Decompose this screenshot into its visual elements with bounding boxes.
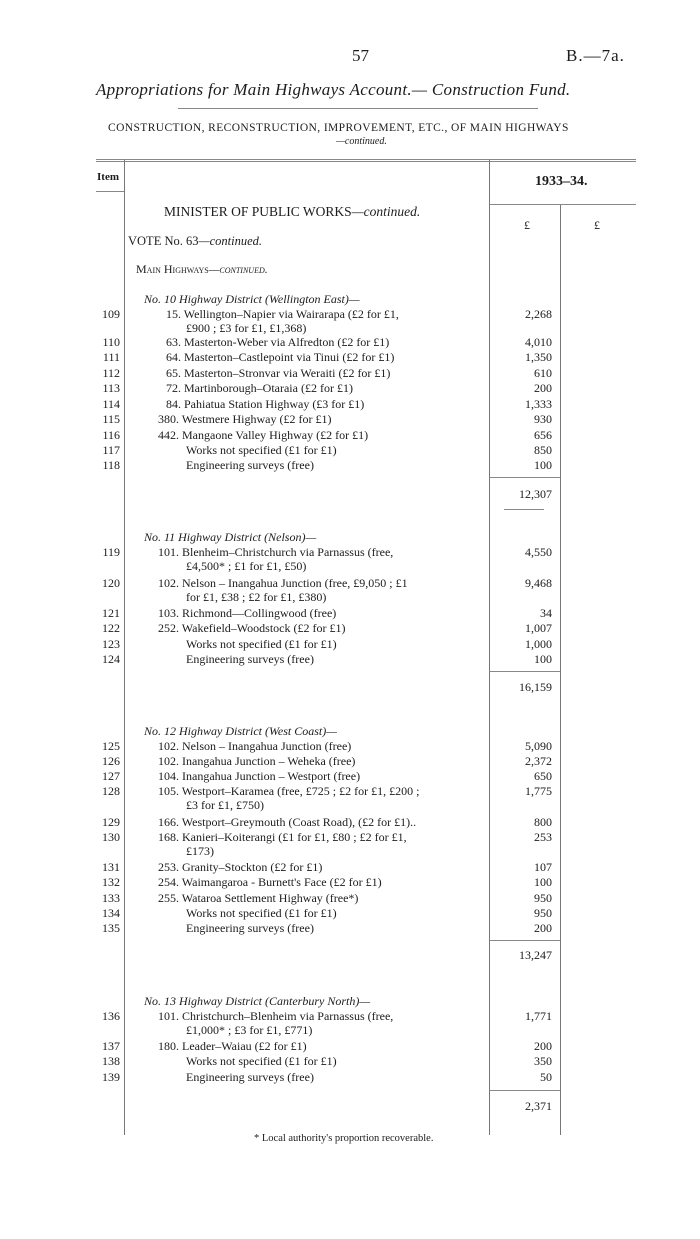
amount: 1,771 [525,1009,552,1023]
subtotal-rule [489,1090,560,1091]
district-heading: No. 12 Highway District (West Coast)— [144,724,337,738]
item-column-divider [124,160,125,1135]
item-number: 132 [102,875,120,889]
amount: 930 [534,412,552,426]
entry-text-cont: £1,000* ; £3 for £1, £771) [186,1023,313,1037]
entry-text: 84. Pahiatua Station Highway (£3 for £1) [166,397,365,411]
entry-text: 101. Blenheim–Christchurch via Parnassus (free, [158,545,394,559]
title-rule [178,108,538,109]
item-number: 124 [102,652,120,666]
item-number: 111 [102,350,120,364]
item-number: 128 [102,784,120,798]
entry-text: 102. Nelson – Inangahua Junction (free) [158,739,352,753]
entry-text: 103. Richmond—Collingwood (free) [158,606,337,620]
entry-text: 380. Westmere Highway (£2 for £1) [158,412,332,426]
amount: 1,350 [525,350,552,364]
entry-text-cont: £900 ; £3 for £1, £1,368) [186,321,307,335]
entry-text: 64. Masterton–Castlepoint via Tinui (£2 for £1) [166,350,395,364]
entry-text: 101. Christchurch–Blenheim via Parnassus (free, [158,1009,394,1023]
amount: 1,775 [525,784,552,798]
entry-text: Engineering surveys (free) [186,921,314,935]
item-number: 136 [102,1009,120,1023]
item-number: 131 [102,860,120,874]
table-top-rule [96,159,636,160]
item-number: 130 [102,830,120,844]
year-header-rule [489,204,636,205]
item-number: 119 [102,545,120,559]
item-number: 117 [102,443,120,457]
amount: 4,550 [525,545,552,559]
amount: 950 [534,891,552,905]
subtotal-rule [489,671,560,672]
district-heading: No. 11 Highway District (Nelson)— [144,530,317,544]
amount: 1,007 [525,621,552,635]
entry-text: 105. Westport–Karamea (free, £725 ; £2 for £1, £200 ; [158,784,420,798]
amount: 34 [540,606,552,620]
footnote: * Local authority's proportion recoverable. [254,1133,434,1144]
amount: 253 [534,830,552,844]
entry-text: Engineering surveys (free) [186,458,314,472]
amount: 4,010 [525,335,552,349]
amount: 9,468 [525,576,552,590]
entry-text: 63. Masterton-Weber via Alfredton (£2 for £1) [166,335,390,349]
amount: 800 [534,815,552,829]
entry-text-cont: £4,500* ; £1 for £1, £50) [186,559,307,573]
entry-text: 15. Wellington–Napier via Wairarapa (£2 for £1, [166,307,399,321]
entry-text: Works not specified (£1 for £1) [186,637,337,651]
entry-text: 254. Waimangaroa - Burnett's Face (£2 for £1) [158,875,382,889]
item-number: 139 [102,1070,120,1084]
entry-text-cont: £173) [186,844,214,858]
page-title: Appropriations for Main Highways Account.— Construction Fund. [96,80,571,99]
year-header: 1933–34. [535,174,588,189]
item-number: 125 [102,739,120,753]
currency-symbol-2: £ [594,218,600,232]
district-total: 2,371 [525,1099,552,1113]
item-number: 118 [102,458,120,472]
item-number: 123 [102,637,120,651]
amount: 350 [534,1054,552,1068]
item-number: 135 [102,921,120,935]
item-number: 112 [102,366,120,380]
item-number: 126 [102,754,120,768]
entry-text: Works not specified (£1 for £1) [186,906,337,920]
amount: 100 [534,875,552,889]
item-column-header: Item [97,171,119,183]
document-reference: B.—7a. [566,46,625,65]
subtotal-rule [489,477,560,478]
entry-text-cont: for £1, £38 ; £2 for £1, £380) [186,590,327,604]
district-total: 12,307 [519,487,552,501]
item-number: 133 [102,891,120,905]
amount: 1,333 [525,397,552,411]
amount: 107 [534,860,552,874]
entry-text: 166. Westport–Greymouth (Coast Road), (£2 for £1).. [158,815,417,829]
item-number: 120 [102,576,120,590]
item-header-rule [96,191,124,192]
entry-text: 252. Wakefield–Woodstock (£2 for £1) [158,621,346,635]
vote-heading: VOTE No. 63—continued. [128,234,263,248]
item-number: 122 [102,621,120,635]
main-highways-heading: Main Highways—continued. [136,262,268,276]
section-heading: CONSTRUCTION, RECONSTRUCTION, IMPROVEMENT, ETC., OF MAIN HIGHWAYS [108,122,569,134]
district-heading: No. 10 Highway District (Wellington East)— [144,292,360,306]
amount: 850 [534,443,552,457]
amount: 650 [534,769,552,783]
entry-text: 442. Mangaone Valley Highway (£2 for £1) [158,428,369,442]
item-number: 138 [102,1054,120,1068]
amount: 950 [534,906,552,920]
table-top-rule-2 [96,161,636,162]
entry-text: 104. Inangahua Junction – Westport (free) [158,769,361,783]
amount: 656 [534,428,552,442]
item-number: 114 [102,397,120,411]
entry-text: 255. Wataroa Settlement Highway (free*) [158,891,359,905]
item-number: 110 [102,335,120,349]
amount: 200 [534,921,552,935]
entry-text: Engineering surveys (free) [186,1070,314,1084]
amount: 1,000 [525,637,552,651]
item-number: 121 [102,606,120,620]
amount: 200 [534,1039,552,1053]
entry-text: 102. Inangahua Junction – Weheka (free) [158,754,356,768]
minister-heading: MINISTER OF PUBLIC WORKS—continued. [164,204,421,219]
currency-symbol-1: £ [524,218,530,232]
item-number: 116 [102,428,120,442]
page-number: 57 [352,46,369,65]
amount: 2,268 [525,307,552,321]
entry-text-cont: £3 for £1, £750) [186,798,264,812]
item-number: 129 [102,815,120,829]
item-number: 137 [102,1039,120,1053]
item-number: 113 [102,381,120,395]
entry-text: 180. Leader–Waiau (£2 for £1) [158,1039,307,1053]
entry-text: 65. Masterton–Stronvar via Weraiti (£2 for £1) [166,366,391,380]
entry-text: Works not specified (£1 for £1) [186,1054,337,1068]
amount: 100 [534,652,552,666]
entry-text: 168. Kanieri–Koiterangi (£1 for £1, £80 ; £2 for £1, [158,830,407,844]
entry-text: Engineering surveys (free) [186,652,314,666]
district-heading: No. 13 Highway District (Canterbury North)— [144,994,371,1008]
item-number: 134 [102,906,120,920]
district-total: 16,159 [519,680,552,694]
item-number: 127 [102,769,120,783]
amount-column-mid [560,205,561,1135]
entry-text: Works not specified (£1 for £1) [186,443,337,457]
item-number: 115 [102,412,120,426]
amount: 5,090 [525,739,552,753]
total-underline [504,509,544,510]
entry-text: 102. Nelson – Inangahua Junction (free, £9,050 ; £1 [158,576,408,590]
amount: 50 [540,1070,552,1084]
item-number: 109 [102,307,120,321]
subtotal-rule [489,940,560,941]
entry-text: 253. Granity–Stockton (£2 for £1) [158,860,323,874]
entry-text: 72. Martinborough–Otaraia (£2 for £1) [166,381,353,395]
amount: 200 [534,381,552,395]
amount: 2,372 [525,754,552,768]
amount: 100 [534,458,552,472]
section-heading-continued: —continued. [336,136,387,147]
district-total: 13,247 [519,948,552,962]
amount: 610 [534,366,552,380]
